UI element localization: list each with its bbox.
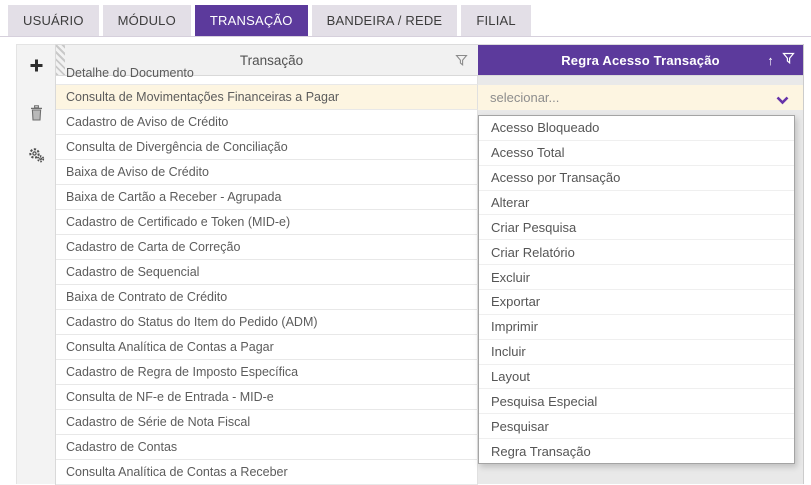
- filter-icon[interactable]: [455, 54, 468, 70]
- tab-transacao[interactable]: TRANSAÇÃO: [195, 5, 308, 36]
- column-header-regra-acesso[interactable]: [478, 45, 803, 75]
- transacao-cell: Consulta de Divergência de Conciliação: [66, 140, 288, 154]
- regra-acesso-select[interactable]: [478, 85, 803, 110]
- dropdown-option[interactable]: Acesso por Transação: [479, 165, 794, 190]
- transacao-cell: Cadastro de Regra de Imposto Específica: [66, 365, 299, 379]
- transacao-cell: Consulta Analítica de Contas a Pagar: [66, 340, 274, 354]
- add-row-button[interactable]: [17, 55, 56, 81]
- grid-right-border: [803, 44, 804, 484]
- dropdown-option[interactable]: Pesquisa Especial: [479, 388, 794, 413]
- table-row[interactable]: [56, 210, 478, 235]
- table-row[interactable]: [56, 460, 478, 485]
- transacao-cell: Cadastro de Sequencial: [66, 265, 200, 279]
- dropdown-option[interactable]: Pesquisar: [479, 413, 794, 438]
- dropdown-option[interactable]: Acesso Bloqueado: [491, 120, 600, 136]
- transacao-cell: Detalhe do Documento: [66, 66, 194, 80]
- table-row[interactable]: [56, 410, 478, 435]
- dropdown-option[interactable]: Criar Relatório: [479, 239, 794, 264]
- sort-asc-icon[interactable]: ↑: [767, 52, 774, 68]
- tab-bandeira-rede[interactable]: BANDEIRA / REDE: [312, 5, 458, 36]
- table-row[interactable]: [56, 360, 478, 385]
- dropdown-option[interactable]: Criar Pesquisa: [479, 214, 794, 239]
- drag-handle-strip[interactable]: [56, 45, 65, 75]
- tab-filial[interactable]: FILIAL: [461, 5, 531, 36]
- grid-toolbar: [16, 44, 55, 484]
- table-row[interactable]: [56, 110, 478, 135]
- table-row[interactable]: [56, 260, 478, 285]
- dropdown-option[interactable]: Layout: [479, 364, 794, 389]
- dropdown-option[interactable]: Imprimir: [479, 314, 794, 339]
- dropdown-option[interactable]: Regra Transação: [479, 438, 794, 463]
- delete-row-button[interactable]: [17, 102, 56, 128]
- gears-icon: [28, 147, 45, 168]
- column-title: Transação: [239, 52, 304, 68]
- transacao-cell: Cadastro do Status do Item do Pedido (ADM): [66, 315, 318, 329]
- column-title: Regra Acesso Transação: [561, 52, 720, 68]
- transacao-cell: Baixa de Contrato de Crédito: [66, 290, 228, 304]
- table-row[interactable]: [56, 435, 478, 460]
- tab-modulo[interactable]: MÓDULO: [103, 5, 191, 36]
- dropdown-option[interactable]: Exportar: [479, 289, 794, 314]
- transacao-cell: Cadastro de Certificado e Token (MID-e): [66, 215, 291, 229]
- table-row[interactable]: [56, 66, 478, 85]
- table-row[interactable]: [56, 160, 478, 185]
- transacao-cell: Baixa de Cartão a Receber - Agrupada: [66, 190, 282, 204]
- tab-usuario[interactable]: USUÁRIO: [8, 5, 99, 36]
- table-row[interactable]: [56, 385, 478, 410]
- table-row-selected[interactable]: [56, 85, 478, 110]
- regra-acesso-dropdown: [478, 115, 795, 464]
- transacao-cell: Consulta de NF-e de Entrada - MID-e: [66, 390, 274, 404]
- table-row[interactable]: [56, 310, 478, 335]
- dropdown-option[interactable]: Incluir: [479, 339, 794, 364]
- table-row[interactable]: [56, 285, 478, 310]
- transacao-cell: Cadastro de Aviso de Crédito: [66, 115, 229, 129]
- table-row[interactable]: [56, 135, 478, 160]
- table-row[interactable]: [56, 185, 478, 210]
- plus-icon: [29, 58, 44, 78]
- transacao-cell: Consulta de Movimentações Financeiras a Pagar: [66, 90, 340, 104]
- select-placeholder: selecionar...: [490, 90, 560, 105]
- dropdown-option[interactable]: Alterar: [479, 190, 794, 215]
- table-row[interactable]: [56, 235, 478, 260]
- tab-bar: [8, 5, 531, 36]
- table-row[interactable]: [56, 335, 478, 360]
- transacao-cell: Consulta Analítica de Contas a Receber: [66, 465, 288, 479]
- dropdown-option[interactable]: Acesso Total: [479, 140, 794, 165]
- transacao-cell: Cadastro de Carta de Correção: [66, 240, 241, 254]
- transacao-rows: [55, 66, 478, 485]
- transacao-cell: Cadastro de Série de Nota Fiscal: [66, 415, 251, 429]
- transacao-cell: Cadastro de Contas: [66, 440, 178, 454]
- chevron-down-icon[interactable]: [776, 93, 789, 108]
- filter-icon[interactable]: [782, 52, 795, 68]
- tabbar-divider: [0, 36, 811, 37]
- transacao-cell: Baixa de Aviso de Crédito: [66, 165, 209, 179]
- trash-icon: [29, 105, 44, 126]
- dropdown-option[interactable]: Excluir: [479, 264, 794, 289]
- settings-button[interactable]: [17, 144, 56, 170]
